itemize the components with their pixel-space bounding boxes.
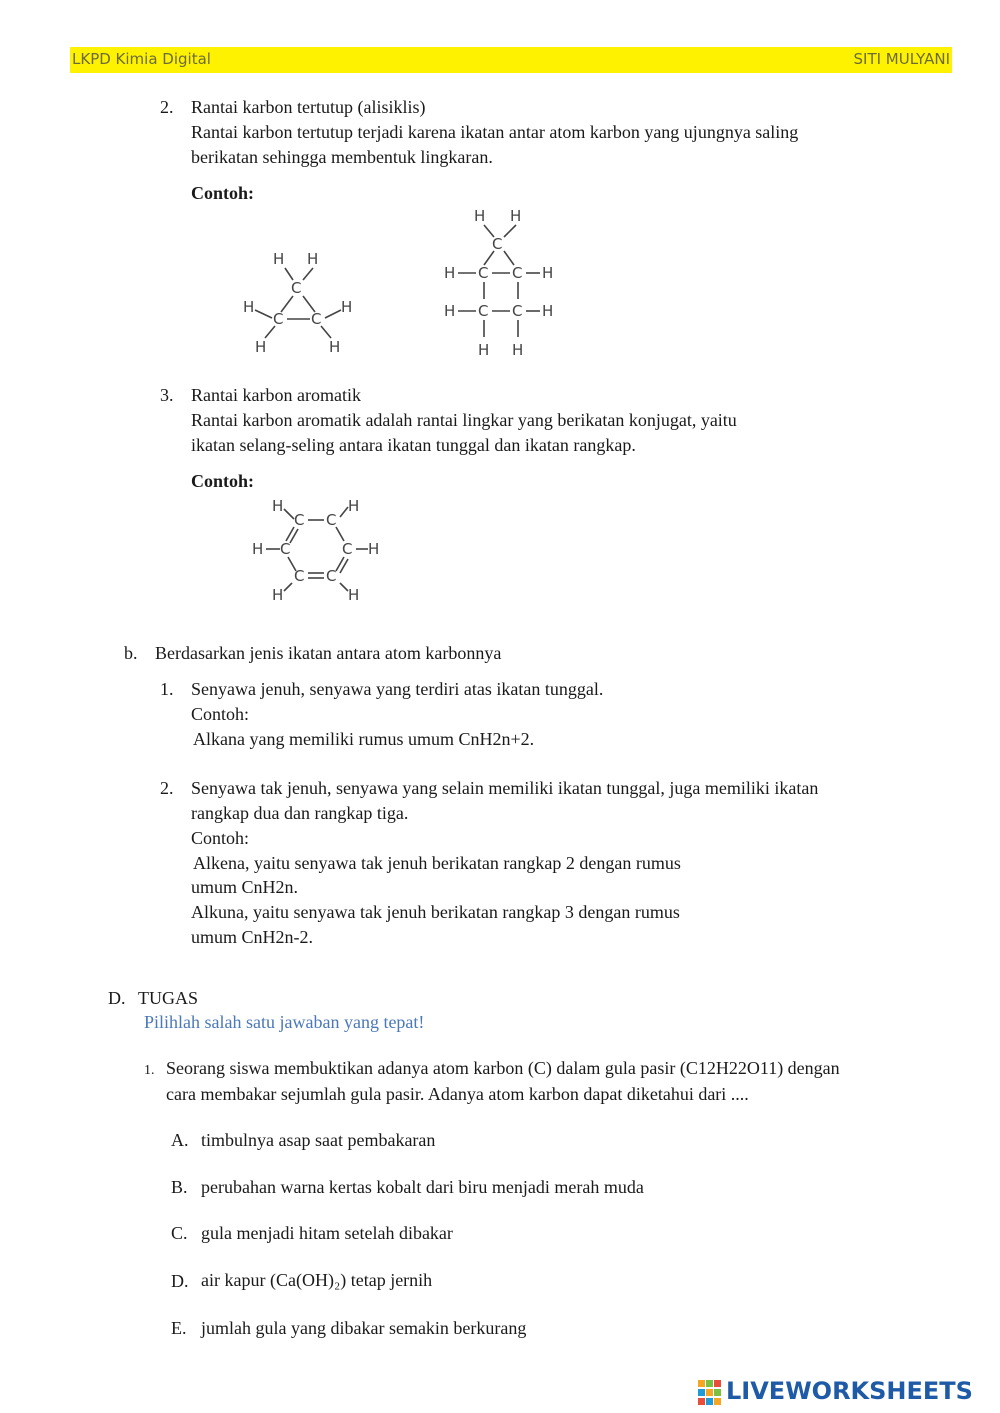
atom-c: C: [280, 540, 291, 558]
atom-h: H: [474, 207, 486, 225]
option-letter: B.: [171, 1177, 188, 1197]
atom-h: H: [542, 302, 554, 320]
question-1-number: 1.: [144, 1063, 155, 1078]
atom-h: H: [542, 264, 554, 282]
saturated-example: Contoh:: [191, 704, 250, 724]
atom-h: H: [252, 540, 264, 558]
atom-c: C: [294, 567, 305, 585]
atom-h: H: [348, 586, 360, 604]
question-1-line1: Seorang siswa membuktikan adanya atom karbon (C) dalam gula pasir (C12H22O11) dengan: [166, 1058, 840, 1078]
question-1-line2: cara membakar sejumlah gula pasir. Adanya atom karbon dapat diketahui dari ....: [166, 1084, 749, 1104]
atom-h: H: [272, 497, 284, 515]
atom-h: H: [255, 338, 267, 356]
atom-c: C: [311, 310, 322, 328]
liveworksheets-brand[interactable]: LIVEWORKSHEETS: [726, 1377, 973, 1405]
closed-chain-title: Rantai karbon tertutup (alisiklis): [191, 97, 426, 117]
option-text: perubahan warna kertas kobalt dari biru menjadi merah muda: [201, 1177, 644, 1197]
atom-c: C: [512, 302, 523, 320]
option-text: timbulnya asap saat pembakaran: [201, 1130, 436, 1150]
atom-h: H: [273, 250, 285, 268]
atom-c: C: [478, 302, 489, 320]
atom-h: H: [307, 250, 319, 268]
option-letter: D.: [171, 1271, 189, 1291]
unsaturated-example: Contoh:: [191, 828, 250, 848]
atom-h: H: [243, 298, 255, 316]
closed-chain-line2: berikatan sehingga membentuk lingkaran.: [191, 147, 493, 167]
atom-c: C: [342, 540, 353, 558]
saturated-number: 1.: [160, 679, 174, 699]
aromatic-chain-line1: Rantai karbon aromatik adalah rantai lingkar yang berikatan konjugat, yaitu: [191, 410, 737, 430]
section-d-letter: D.: [108, 988, 126, 1008]
aromatic-chain-line2: ikatan selang-seling antara ikatan tunggal dan ikatan rangkap.: [191, 435, 636, 455]
atom-h: H: [368, 540, 380, 558]
closed-chain-line1: Rantai karbon tertutup terjadi karena ikatan antar atom karbon yang ujungnya saling: [191, 122, 799, 142]
cyclopentane-structure: [440, 205, 570, 365]
page-header: [70, 47, 952, 73]
header-left: LKPD Kimia Digital: [72, 50, 211, 68]
atom-c: C: [478, 264, 489, 282]
unsaturated-number: 2.: [160, 778, 174, 798]
alkane-formula-rest: nH2n+2.: [470, 729, 535, 749]
atom-h: H: [512, 341, 524, 359]
section-b-letter: b.: [124, 643, 138, 663]
option-text: jumlah gula yang dibakar semakin berkurang: [201, 1318, 527, 1338]
liveworksheets-logo-icon: [698, 1380, 722, 1406]
alkene-line1: Alkena, yaitu senyawa tak jenuh berikatan rangkap 2 dengan rumus: [193, 853, 681, 873]
saturated-line1: Senyawa jenuh, senyawa yang terdiri atas ikatan tunggal.: [191, 679, 604, 699]
atom-c: C: [512, 264, 523, 282]
atom-h: H: [341, 298, 353, 316]
option-letter: C.: [171, 1223, 188, 1243]
option-text: air kapur (Ca(OH)₂) tetap jernih: [201, 1270, 433, 1290]
option-letter: E.: [171, 1318, 187, 1338]
aromatic-chain-example-label: Contoh:: [191, 471, 255, 491]
aromatic-chain-title: Rantai karbon aromatik: [191, 385, 361, 405]
header-right: SITI MULYANI: [853, 50, 950, 68]
atom-c: C: [492, 235, 503, 253]
cyclopropane-structure: [235, 240, 365, 360]
atom-h: H: [444, 264, 456, 282]
option-text: gula menjadi hitam setelah dibakar: [201, 1223, 453, 1243]
alkyne-line2: umum CnH2n-2.: [191, 927, 314, 947]
alkane-formula: [193, 727, 534, 752]
atom-c: C: [326, 567, 337, 585]
closed-chain-number: 2.: [160, 97, 174, 117]
unsaturated-line1: Senyawa tak jenuh, senyawa yang selain memiliki ikatan tunggal, juga memiliki ikatan: [191, 778, 819, 798]
atom-c: C: [294, 511, 305, 529]
atom-h: H: [272, 586, 284, 604]
section-d-title: TUGAS: [138, 988, 199, 1008]
atom-c: C: [326, 511, 337, 529]
atom-h: H: [444, 302, 456, 320]
benzene-structure: [250, 495, 390, 605]
alkene-line2: umum CnH2n.: [191, 877, 299, 897]
atom-c: C: [291, 279, 302, 297]
atom-h: H: [348, 497, 360, 515]
atom-h: H: [510, 207, 522, 225]
alkane-formula-text: Alkana yang memiliki rumus umum C: [193, 729, 471, 749]
atom-h: H: [478, 341, 490, 359]
option-letter: A.: [171, 1130, 189, 1150]
unsaturated-line2: rangkap dua dan rangkap tiga.: [191, 803, 409, 823]
alkyne-line1: Alkuna, yaitu senyawa tak jenuh berikatan rangkap 3 dengan rumus: [191, 902, 680, 922]
aromatic-chain-number: 3.: [160, 385, 174, 405]
closed-chain-example-label: Contoh:: [191, 183, 255, 203]
section-b-title: Berdasarkan jenis ikatan antara atom karbonnya: [155, 643, 502, 663]
section-d-instruction: Pilihlah salah satu jawaban yang tepat!: [144, 1012, 425, 1032]
atom-c: C: [273, 310, 284, 328]
atom-h: H: [329, 338, 341, 356]
